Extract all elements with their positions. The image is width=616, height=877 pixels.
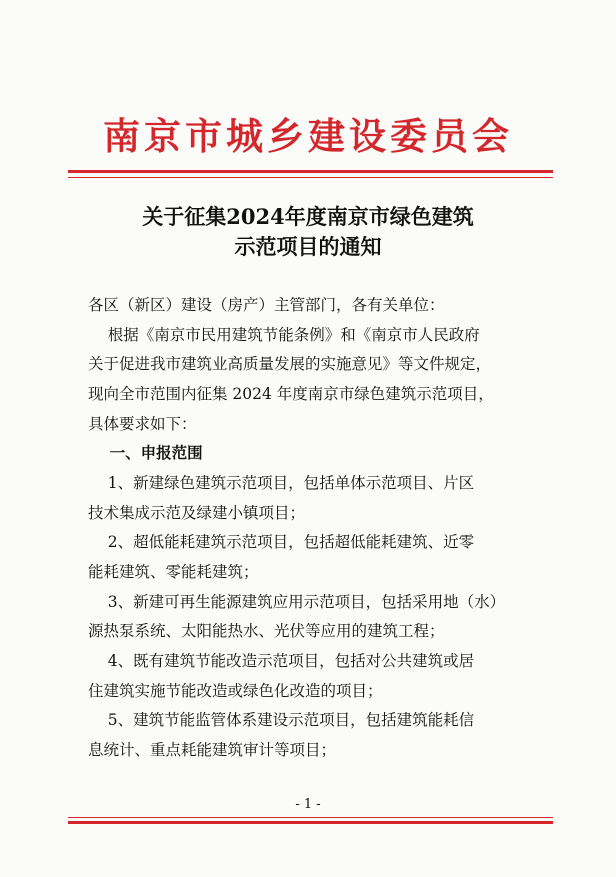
section-heading: 一、申报范围: [88, 444, 203, 462]
header-rule-thin: [68, 177, 553, 178]
salutation: 各区（新区）建设（房产）主管部门，各有关单位：: [88, 296, 445, 314]
list-item: 2、超低能耗建筑示范项目，包括超低能耗建筑、近零: [88, 533, 475, 551]
document-title-line1: 关于征集2024年度南京市绿色建筑: [142, 204, 474, 229]
list-item-continued: 能耗建筑、零能耗建筑；: [88, 563, 259, 581]
footer-rule-thick: [68, 821, 553, 824]
list-item-continued: 源热泵系统、太阳能热水、光伏等应用的建筑工程；: [88, 622, 445, 640]
header-rule-thick: [68, 170, 553, 173]
document-title-line2: 示范项目的通知: [234, 234, 382, 259]
list-item-continued: 住建筑实施节能改造或绿色化改造的项目；: [88, 682, 383, 700]
list-item: 5、建筑节能监管体系建设示范项目，包括建筑能耗信: [88, 711, 475, 729]
body-line: 根据《南京市民用建筑节能条例》和《南京市人民政府: [88, 326, 480, 344]
footer-rule-thin: [68, 817, 553, 818]
body-line: 现向全市范围内征集 2024 年度南京市绿色建筑示范项目，: [88, 385, 494, 403]
list-item: 4、既有建筑节能改造示范项目，包括对公共建筑或居: [88, 652, 475, 670]
body-line: 具体要求如下：: [88, 415, 197, 433]
page-number: - 1 -: [295, 797, 321, 812]
list-item: 3、新建可再生能源建筑应用示范项目，包括采用地（水）: [88, 593, 506, 611]
list-item: 1、新建绿色建筑示范项目，包括单体示范项目、片区: [88, 474, 475, 492]
issuing-authority-header: 南京市城乡建设委员会: [103, 114, 513, 158]
list-item-continued: 技术集成示范及绿建小镇项目；: [88, 504, 306, 522]
body-line: 关于促进我市建筑业高质量发展的实施意见》等文件规定，: [88, 355, 492, 373]
list-item-continued: 息统计、重点耗能建筑审计等项目；: [88, 741, 337, 759]
